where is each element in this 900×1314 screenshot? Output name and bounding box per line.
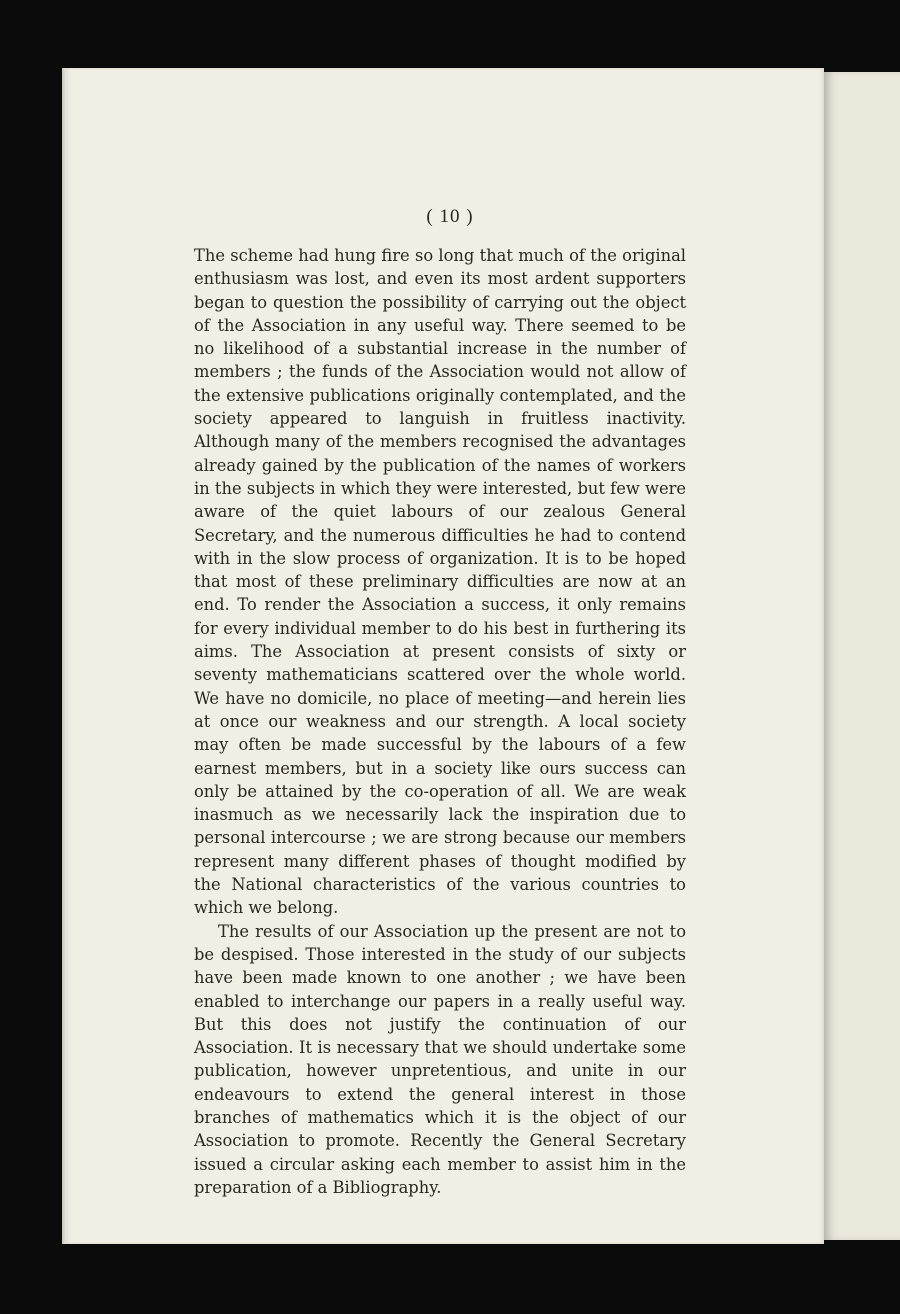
body-text <box>194 244 686 1199</box>
paragraph-1: The scheme had hung fire so long that much of the original enthusiasm was lost, and even its most ardent supporters began to question the possibility of carrying out the object of the Association in any useful way. There seemed to be no likelihood of a substantial increase in the number of members ; the funds of the Association would not allow of the extensive publications originally contemplated, and the society appeared to languish in fruitless inactivity. Although many of the members recognised the advantages already gained by the publication of the names of workers in the subjects in which they were interested, but few were aware of the quiet labours of our zealous General Secretary, and the numerous difficulties he had to contend with in the slow process of organization. It is to be hoped that most of these preliminary difficulties are now at an end. To render the Association a success, it only remains for every individual member to do his best in furthering its aims. The Association at present consists of sixty or seventy mathematicians scattered over the whole world. We have no domicile, no place of meeting—and herein lies at once our weakness and our strength. A local society may often be made successful by the labours of a few earnest members, but in a society like ours success can only be attained by the co-operation of all. We are weak inasmuch as we necessarily lack the inspiration due to personal intercourse ; we are strong because our members represent many different phases of thought modified by the National characteristics of the various countries to which we belong. <box>194 246 686 918</box>
page-edge <box>62 68 66 1244</box>
paragraph-2: The results of our Association up the present are not to be despised. Those interested in the study of our subjects have been made known to one another ; we have been enabled to interchange our papers in a really useful way. But this does not justify the continuation of our Association. It is necessary that we should undertake some publication, however unpretentious, and unite in our endeavours to extend the general interest in those branches of mathematics which it is the object of our Association to promote. Recently the General Secretary issued a circular asking each member to assist him in the preparation of a Bibliography. <box>194 921 686 1197</box>
facing-page-edge <box>824 72 900 1240</box>
page-number: ( 10 ) <box>426 206 474 227</box>
